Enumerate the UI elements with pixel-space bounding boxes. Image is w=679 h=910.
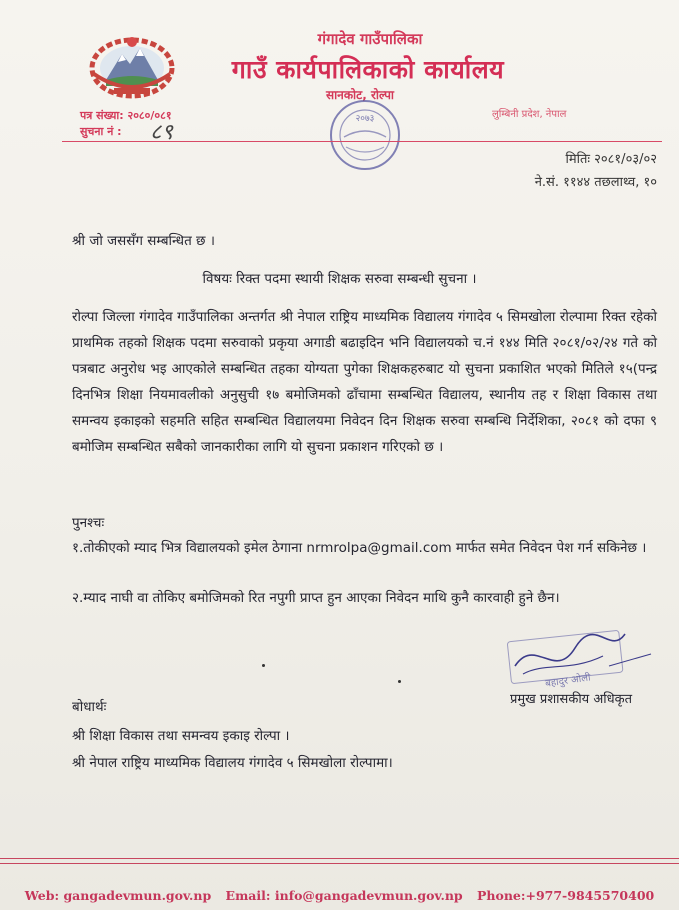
stamp-text: २०७३ — [355, 114, 375, 124]
footer-phone: Phone:+977-9845570400 — [477, 888, 655, 903]
signature-name: बहादुर ओली — [544, 672, 592, 690]
province-label: लुम्बिनी प्रदेश, नेपाल — [492, 109, 567, 120]
notice-paragraph: रोल्पा जिल्ला गंगादेव गाउँपालिका अन्तर्गत श्री नेपाल राष्ट्रिय माध्यमिक विद्यालय गंगादेव ५ सिमखोला रोल्पामा रिक्त रहेको प्राथमिक तहको शिक्षक पदमा सरुवाको प्रकृया अगाडी बढाइदिन भनि विद्यालयको च.नं १४४ मिति २०८१/०२/२४ गते को पत्रबाट अनुरोध भइ आएकोले सम्बन्धित तहका योग्यता पुगेका शिक्षकहरुबाट यो सुचना प्रकाशित भएको मितिले १५(पन्द्र दिनभित्र शिक्षा नियमावलीको अनुसुची १७ बमोजिमको ढाँचामा सम्बन्धित विद्यालय, स्थानीय तह र शिक्षा विकास तथा समन्वय इकाइको सहमति सहित सम्बन्धित विद्यालयमा निवेदन दिन शिक्षक सरुवा सम्बन्धि निर्देशिका, २०८१ को दफा ९ बमोजिम सम्बन्धित सबैको जानकारीका लागि यो सुचना प्रकाशन गरिएको छ । — [72, 309, 657, 455]
footer-web: Web: gangadevmun.gov.np — [24, 888, 212, 903]
office-location: सानकोट, रोल्पा — [325, 88, 395, 102]
salutation: श्री जो जससँग सम्बन्धित छ । — [72, 233, 215, 249]
postscript-item-2: २.म्याद नाघी वा तोकिए बमोजिमको रित नपुगी प्राप्त हुन आएका निवेदन माथि कुनै कारवाही हुने छैन। — [72, 590, 560, 606]
footer-divider — [0, 863, 679, 864]
notice-number-label: सुचना नं : — [80, 125, 122, 138]
footer-divider — [0, 858, 679, 859]
office-title: गाउँ कार्यपालिकाको कार्यालय — [231, 55, 505, 84]
municipality-name: गंगादेव गाउँपालिका — [317, 30, 423, 48]
letter-number: पत्र संख्या: २०८०/०८१ — [80, 109, 172, 122]
speck — [398, 680, 401, 683]
footer-email: Email: info@gangadevmun.gov.np — [225, 888, 463, 903]
speck — [262, 664, 265, 667]
nepal-emblem-icon — [84, 28, 180, 100]
header-divider — [62, 141, 662, 142]
cc-item: श्री नेपाल राष्ट्रिय माध्यमिक विद्यालय गंगादेव ५ सिमखोला रोल्पामा। — [72, 755, 393, 771]
subject-line: विषयः रिक्त पदमा स्थायी शिक्षक सरुवा सम्बन्धी सुचना । — [202, 271, 477, 287]
footer-contacts — [0, 888, 679, 903]
notice-number-value: ८९ — [150, 120, 173, 145]
nepal-sambat-date: ने.सं. ११४४ तछलाथ्व, १० — [534, 175, 657, 190]
postscript-heading: पुनश्चः — [72, 515, 105, 531]
signatory-title: प्रमुख प्रशासकीय अधिकृत — [510, 692, 633, 707]
cc-item: श्री शिक्षा विकास तथा समन्वय इकाइ रोल्पा । — [72, 728, 290, 744]
cc-heading: बोधार्थः — [72, 699, 107, 715]
office-stamp-icon — [322, 95, 408, 175]
postscript-item-1: १.तोकीएको म्याद भित्र विद्यालयको इमेल ठेगाना nrmrolpa@gmail.com मार्फत समेत निवेदन पेश गर्न सकिनेछ । — [72, 540, 647, 556]
date: मितिः २०८१/०३/०२ — [565, 152, 657, 167]
